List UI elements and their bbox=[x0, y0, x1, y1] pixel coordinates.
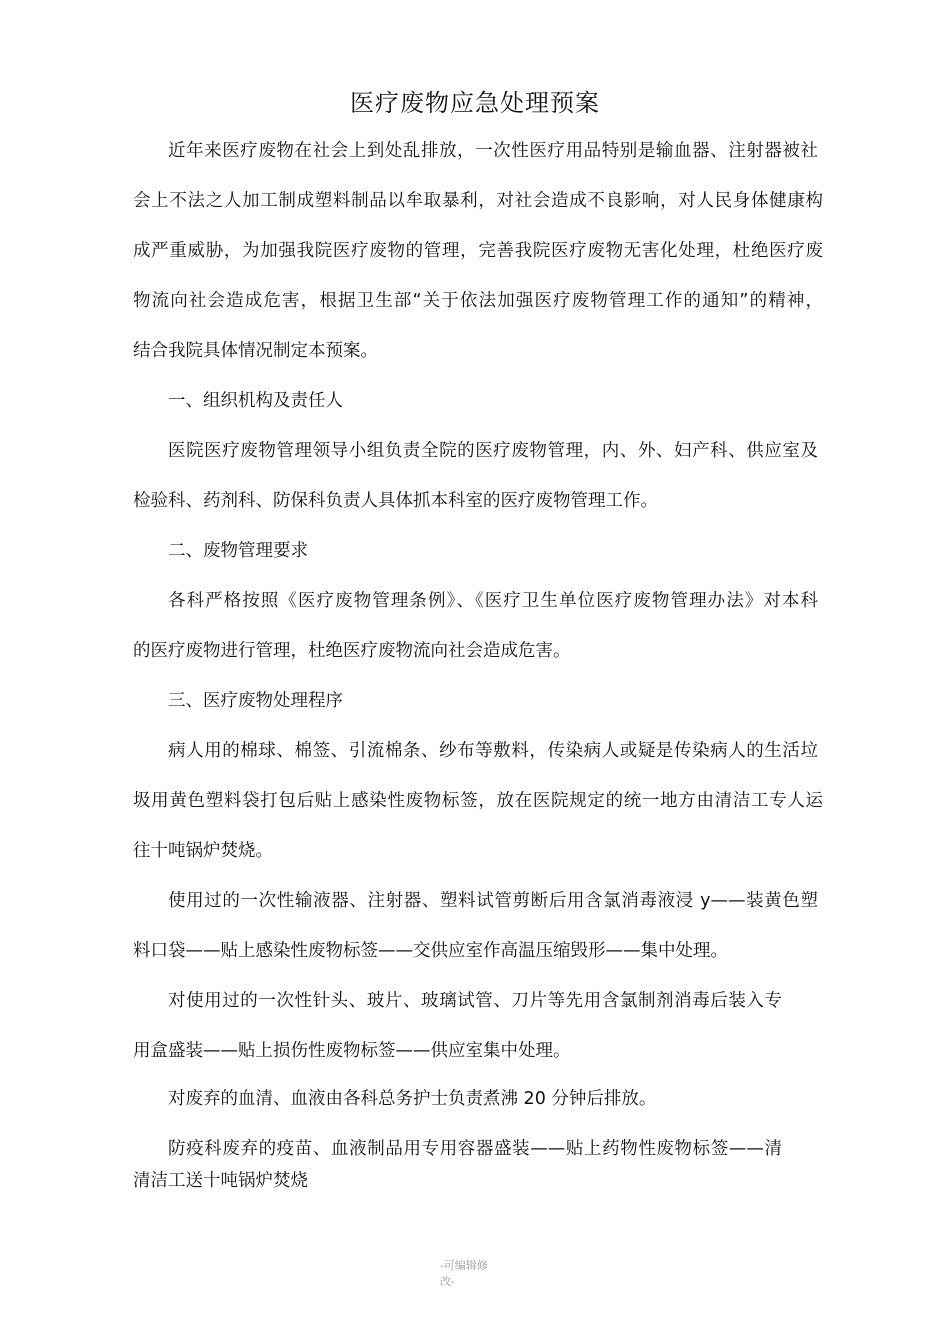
footer-line: -可编辑修 bbox=[440, 1259, 488, 1272]
paragraph-line: 清洁工送十吨锅炉焚烧 bbox=[133, 1171, 308, 1191]
paragraph-line: 会上不法之人加工制成塑料制品以牟取暴利，对社会造成不良影响，对人民身体健康构 bbox=[133, 191, 823, 211]
paragraph-line: 各科严格按照《医疗废物管理条例》、《医疗卫生单位医疗废物管理办法》对本科 bbox=[168, 591, 818, 611]
footer-line: 改- bbox=[440, 1275, 455, 1288]
paragraph-line: 病人用的棉球、棉签、引流棉条、纱布等敷料，传染病人或疑是传染病人的生活垃 bbox=[168, 741, 818, 761]
document-title: 医疗废物应急处理预案 bbox=[350, 89, 600, 117]
paragraph-line: 医院医疗废物管理领导小组负责全院的医疗废物管理，内、外、妇产科、供应室及 bbox=[168, 441, 818, 461]
paragraph-line: 用盒盛装——贴上损伤性废物标签——供应室集中处理。 bbox=[133, 1041, 571, 1061]
paragraph-line: 圾用黄色塑料袋打包后贴上感染性废物标签，放在医院规定的统一地方由清洁工专人运 bbox=[133, 791, 823, 811]
footer-note bbox=[440, 1258, 510, 1290]
paragraph-line: 结合我院具体情况制定本预案。 bbox=[133, 341, 378, 361]
section-heading: 一、组织机构及责任人 bbox=[168, 391, 343, 411]
paragraph-line: 物流向社会造成危害，根据卫生部“关于依法加强医疗废物管理工作的通知”的精神， bbox=[133, 291, 823, 311]
paragraph-line: 料口袋——贴上感染性废物标签——交供应室作高温压缩毁形——集中处理。 bbox=[133, 941, 728, 961]
paragraph-line: 对废弃的血清、血液由各科总务护士负责煮沸 20 分钟后排放。 bbox=[168, 1089, 657, 1109]
section-heading: 三、医疗废物处理程序 bbox=[168, 691, 343, 711]
paragraph-line: 成严重威胁，为加强我院医疗废物的管理，完善我院医疗废物无害化处理，杜绝医疗废 bbox=[133, 241, 823, 261]
paragraph-line: 防疫科废弃的疫苗、血液制品用专用容器盛装——贴上药物性废物标签——清 bbox=[168, 1139, 782, 1159]
paragraph-line: 近年来医疗废物在社会上到处乱排放，一次性医疗用品特别是输血器、注射器被社 bbox=[168, 141, 818, 161]
paragraph-line: 往十吨锅炉焚烧。 bbox=[133, 841, 273, 861]
paragraph-line: 的医疗废物进行管理，杜绝医疗废物流向社会造成危害。 bbox=[133, 641, 571, 661]
paragraph-line: 检验科、药剂科、防保科负责人具体抓本科室的医疗废物管理工作。 bbox=[133, 491, 658, 511]
section-heading: 二、废物管理要求 bbox=[168, 541, 308, 561]
paragraph-line: 使用过的一次性输液器、注射器、塑料试管剪断后用含氯消毒液浸 y——装黄色塑 bbox=[168, 891, 818, 911]
paragraph-line: 对使用过的一次性针头、玻片、玻璃试管、刀片等先用含氯制剂消毒后装入专 bbox=[168, 991, 782, 1011]
